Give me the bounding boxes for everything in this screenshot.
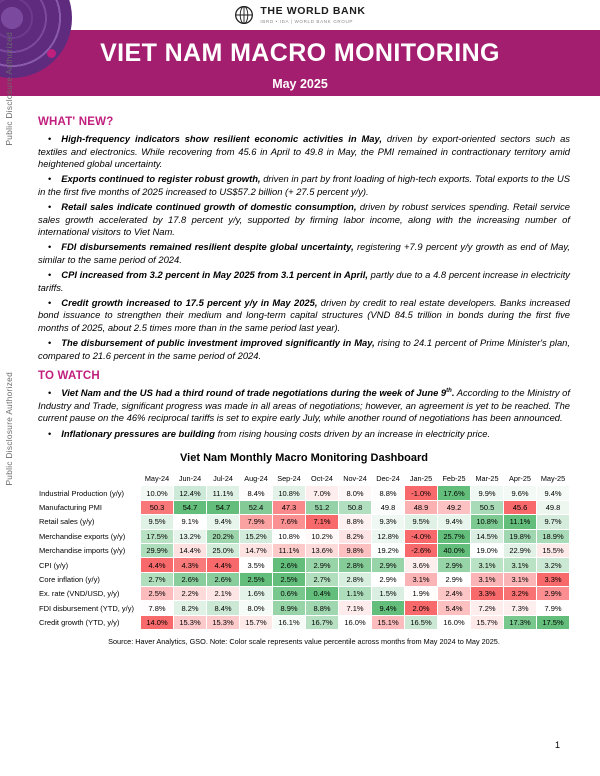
bullet-lead: CPI increased from 3.2 percent in May 2025 from 3.1 percent in April, xyxy=(61,268,368,280)
bullet-glyph: • xyxy=(48,200,52,212)
value-cell: 9.4% xyxy=(438,515,471,529)
value-cell: 15.7% xyxy=(240,615,273,629)
value-cell: 16.1% xyxy=(273,615,306,629)
bullet-glyph: • xyxy=(48,336,52,348)
bullet-item xyxy=(38,387,570,425)
value-cell: 49.8 xyxy=(372,500,405,514)
value-cell: 3.1% xyxy=(471,558,504,572)
value-cell: 3.5% xyxy=(240,558,273,572)
bullet-lead: Viet Nam and the US had a third round of trade negotiations during the week of June 9 xyxy=(61,387,447,399)
value-cell: 8.8% xyxy=(372,486,405,500)
value-cell: 2.7% xyxy=(141,572,174,586)
month-column-header: Mar-25 xyxy=(471,472,504,486)
indicator-row xyxy=(39,543,570,557)
value-cell: 9.9% xyxy=(471,486,504,500)
value-cell: 12.8% xyxy=(372,529,405,543)
value-cell: -4.0% xyxy=(405,529,438,543)
value-cell: 7.8% xyxy=(141,601,174,615)
value-cell: 2.6% xyxy=(273,558,306,572)
value-cell: 10.0% xyxy=(141,486,174,500)
value-cell: 17.6% xyxy=(438,486,471,500)
bullet-item xyxy=(38,337,570,362)
value-cell: 14.7% xyxy=(240,543,273,557)
indicator-row xyxy=(39,572,570,586)
value-cell: 2.9% xyxy=(372,558,405,572)
month-column-header: May-25 xyxy=(537,472,570,486)
indicator-label: Industrial Production (y/y) xyxy=(39,486,141,500)
value-cell: 29.9% xyxy=(141,543,174,557)
value-cell: 16.0% xyxy=(339,615,372,629)
value-cell: 50.8 xyxy=(339,500,372,514)
bullet-text: rising to 24.1 percent of Prime Minister's plan, compared to 21.6 percent in the same period of 2024. xyxy=(38,336,570,361)
month-column-header: Dec-24 xyxy=(372,472,405,486)
value-cell: 18.9% xyxy=(537,529,570,543)
value-cell: 25.7% xyxy=(438,529,471,543)
value-cell: 15.1% xyxy=(372,615,405,629)
value-cell: 2.0% xyxy=(405,601,438,615)
title-band xyxy=(0,30,600,96)
value-cell: 49.2 xyxy=(438,500,471,514)
value-cell: 5.4% xyxy=(438,601,471,615)
value-cell: 15.5% xyxy=(537,543,570,557)
value-cell: 4.3% xyxy=(174,558,207,572)
bullet-item xyxy=(38,173,570,198)
value-cell: 9.7% xyxy=(537,515,570,529)
logo-strip xyxy=(0,0,600,30)
value-cell: 2.2% xyxy=(174,587,207,601)
whats-new-heading: WHAT' NEW? xyxy=(38,116,114,128)
superscript: th xyxy=(446,388,452,395)
report-body xyxy=(0,96,600,646)
corner-cell xyxy=(39,472,141,486)
bullet-lead: Inflationary pressures are building xyxy=(61,427,215,439)
value-cell: 2.9% xyxy=(438,558,471,572)
value-cell: 2.8% xyxy=(339,572,372,586)
value-cell: 17.5% xyxy=(141,529,174,543)
indicator-row xyxy=(39,529,570,543)
value-cell: 19.8% xyxy=(504,529,537,543)
bullet-item xyxy=(38,428,570,441)
report-title: VIET NAM MACRO MONITORING xyxy=(100,39,500,67)
month-column-header: Sep-24 xyxy=(273,472,306,486)
value-cell: 10.2% xyxy=(306,529,339,543)
value-cell: 1.9% xyxy=(405,587,438,601)
indicator-label: CPI (y/y) xyxy=(39,558,141,572)
value-cell: 50.3 xyxy=(141,500,174,514)
value-cell: 16.7% xyxy=(306,615,339,629)
value-cell: 9.8% xyxy=(339,543,372,557)
page-number: 1 xyxy=(554,740,560,750)
value-cell: 17.5% xyxy=(537,615,570,629)
bullet-lead: FDI disbursements remained resilient despite global uncertainty, xyxy=(61,241,354,253)
value-cell: 16.5% xyxy=(405,615,438,629)
value-cell: 54.7 xyxy=(207,500,240,514)
value-cell: 7.3% xyxy=(504,601,537,615)
bullet-text: registering +7.9 percent y/y growth as end of May, similar to the same period of 2024. xyxy=(38,241,570,265)
indicator-label: FDI disbursement (YTD, y/y) xyxy=(39,601,141,615)
bullet-text: driven by export-oriented sectors such as textiles and electronics. While recovering from 45.6 in April to 49.8 in May, the PMI remained in contractionary territory amid heightened global uncertainty. xyxy=(38,133,570,170)
bullet-lead: High-frequency indicators show resilient economic activities in May, xyxy=(61,133,382,144)
value-cell: 45.6 xyxy=(504,500,537,514)
bullet-item xyxy=(38,297,570,335)
indicator-label: Retail sales (y/y) xyxy=(39,515,141,529)
indicator-row xyxy=(39,615,570,629)
bullet-glyph: • xyxy=(48,268,52,280)
value-cell: 3.1% xyxy=(405,572,438,586)
value-cell: 2.9% xyxy=(306,558,339,572)
value-cell: 14.5% xyxy=(471,529,504,543)
bullet-lead: Credit growth increased to 17.5 percent y/y in May 2025, xyxy=(61,296,318,308)
value-cell: 3.6% xyxy=(405,558,438,572)
month-column-header: Oct-24 xyxy=(306,472,339,486)
month-column-header: Feb-25 xyxy=(438,472,471,486)
value-cell: 19.2% xyxy=(372,543,405,557)
bullet-text: from rising housing costs driven by an increase in electricity price. xyxy=(214,427,491,439)
value-cell: 11.1% xyxy=(273,543,306,557)
value-cell: 9.4% xyxy=(537,486,570,500)
value-cell: 7.6% xyxy=(273,515,306,529)
value-cell: 1.6% xyxy=(240,587,273,601)
value-cell: 11.1% xyxy=(207,486,240,500)
table-header-row xyxy=(39,472,570,486)
report-date: May 2025 xyxy=(272,77,328,91)
bullet-lead: . xyxy=(451,387,455,399)
value-cell: 16.0% xyxy=(438,615,471,629)
bullet-glyph: • xyxy=(48,241,52,253)
value-cell: -2.6% xyxy=(405,543,438,557)
value-cell: 47.3 xyxy=(273,500,306,514)
indicator-row xyxy=(39,486,570,500)
value-cell: 8.8% xyxy=(306,601,339,615)
value-cell: 8.2% xyxy=(174,601,207,615)
value-cell: 9.3% xyxy=(372,515,405,529)
bullet-lead: Retail sales indicate continued growth of domestic consumption, xyxy=(61,200,357,212)
source-note: Source: Haver Analytics, GSO. Note: Color scale represents value percentile across months from May 2024 to May 2025. xyxy=(108,637,500,647)
bullet-text: driven by robust services spending. Retail service sales growth accelerated by 17.8 percent y/y, supported by firming labor income, along with the increasing number of international visitors to Viet Nam. xyxy=(38,200,570,238)
value-cell: 19.0% xyxy=(471,543,504,557)
value-cell: -1.0% xyxy=(405,486,438,500)
value-cell: 2.7% xyxy=(306,572,339,586)
to-watch-bullet-list xyxy=(38,387,570,440)
bullet-item xyxy=(38,201,570,239)
globe-icon xyxy=(234,5,254,25)
value-cell: 8.4% xyxy=(240,486,273,500)
value-cell: 0.4% xyxy=(306,587,339,601)
value-cell: 3.1% xyxy=(504,572,537,586)
indicator-row xyxy=(39,601,570,615)
value-cell: 8.8% xyxy=(339,515,372,529)
month-column-header: Jul-24 xyxy=(207,472,240,486)
value-cell: 1.1% xyxy=(339,587,372,601)
indicator-row xyxy=(39,515,570,529)
value-cell: 7.1% xyxy=(339,601,372,615)
indicator-label: Merchandise exports (y/y) xyxy=(39,529,141,543)
month-column-header: Apr-25 xyxy=(504,472,537,486)
value-cell: 2.4% xyxy=(438,587,471,601)
bullet-glyph: • xyxy=(48,427,52,439)
value-cell: 1.5% xyxy=(372,587,405,601)
value-cell: 8.4% xyxy=(207,601,240,615)
value-cell: 15.7% xyxy=(471,615,504,629)
value-cell: 8.2% xyxy=(339,529,372,543)
indicator-label: Merchandise imports (y/y) xyxy=(39,543,141,557)
logo-subtitle: IBRD • IDA | WORLD BANK GROUP xyxy=(260,18,354,24)
value-cell: 7.0% xyxy=(306,486,339,500)
value-cell: 20.2% xyxy=(207,529,240,543)
value-cell: 13.6% xyxy=(306,543,339,557)
value-cell: 3.2% xyxy=(504,587,537,601)
value-cell: 7.2% xyxy=(471,601,504,615)
logo-title: THE WORLD BANK xyxy=(260,5,366,18)
value-cell: 4.4% xyxy=(141,558,174,572)
value-cell: 9.5% xyxy=(405,515,438,529)
value-cell: 48.9 xyxy=(405,500,438,514)
value-cell: 8.0% xyxy=(240,601,273,615)
value-cell: 8.0% xyxy=(339,486,372,500)
value-cell: 10.8% xyxy=(471,515,504,529)
bullet-lead: Exports continued to register robust growth, xyxy=(61,173,261,185)
value-cell: 14.0% xyxy=(141,615,174,629)
bullet-item xyxy=(38,269,570,294)
value-cell: 9.4% xyxy=(372,601,405,615)
public-disclosure-text-middle: Public Disclosure Authorized xyxy=(4,372,14,486)
value-cell: 2.5% xyxy=(273,572,306,586)
value-cell: 50.5 xyxy=(471,500,504,514)
bullet-glyph: • xyxy=(48,133,52,144)
bullet-text: According to the Ministry of Industry and Trade, significant progress was made in all areas of negotiations; however, an agreement is yet to be reached. The current pause on the 46% reciprocal tariffs is set to expire early July, while another round of negotiations has been announced. xyxy=(38,387,570,424)
value-cell: 7.1% xyxy=(306,515,339,529)
bullet-lead: The disbursement of public investment improved significantly in May, xyxy=(61,336,375,348)
value-cell: 2.1% xyxy=(207,587,240,601)
value-cell: 2.8% xyxy=(339,558,372,572)
month-column-header: May-24 xyxy=(141,472,174,486)
value-cell: 3.1% xyxy=(471,572,504,586)
value-cell: 10.8% xyxy=(273,486,306,500)
bullet-text: driven by credit to real estate developers. Banks increased bond issuance to strengthen their medium and long-term capital structures (VND 84.5 trillion in bonds during the first five months of 2025, about 2.5 times more than in the same period last year). xyxy=(38,296,570,333)
value-cell: 9.4% xyxy=(207,515,240,529)
value-cell: 10.8% xyxy=(273,529,306,543)
value-cell: 2.6% xyxy=(207,572,240,586)
value-cell: 2.9% xyxy=(438,572,471,586)
value-cell: 3.1% xyxy=(504,558,537,572)
value-cell: 9.5% xyxy=(141,515,174,529)
indicator-row xyxy=(39,500,570,514)
value-cell: 3.2% xyxy=(537,558,570,572)
whats-new-bullet-list xyxy=(38,133,570,362)
value-cell: 3.3% xyxy=(471,587,504,601)
bullet-glyph: • xyxy=(48,173,52,185)
value-cell: 17.3% xyxy=(504,615,537,629)
dashboard-title: Viet Nam Monthly Macro Monitoring Dashboard xyxy=(180,452,428,465)
value-cell: 2.6% xyxy=(174,572,207,586)
value-cell: 7.9% xyxy=(240,515,273,529)
value-cell: 7.9% xyxy=(537,601,570,615)
value-cell: 40.0% xyxy=(438,543,471,557)
value-cell: 0.6% xyxy=(273,587,306,601)
value-cell: 15.3% xyxy=(207,615,240,629)
value-cell: 8.9% xyxy=(273,601,306,615)
value-cell: 51.2 xyxy=(306,500,339,514)
value-cell: 14.4% xyxy=(174,543,207,557)
bullet-text: partly due to a 4.8 percent increase in electricity tariffs. xyxy=(38,268,570,293)
indicator-label: Credit growth (YTD, y/y) xyxy=(39,615,141,629)
value-cell: 25.0% xyxy=(207,543,240,557)
indicator-label: Ex. rate (VND/USD, y/y) xyxy=(39,587,141,601)
bullet-glyph: • xyxy=(48,296,52,308)
value-cell: 2.9% xyxy=(537,587,570,601)
indicator-row xyxy=(39,558,570,572)
value-cell: 2.9% xyxy=(372,572,405,586)
macro-dashboard-table xyxy=(38,471,570,630)
value-cell: 52.4 xyxy=(240,500,273,514)
value-cell: 15.3% xyxy=(174,615,207,629)
value-cell: 12.4% xyxy=(174,486,207,500)
value-cell: 3.3% xyxy=(537,572,570,586)
value-cell: 2.5% xyxy=(141,587,174,601)
value-cell: 4.4% xyxy=(207,558,240,572)
world-bank-logo xyxy=(234,5,365,25)
month-column-header: Nov-24 xyxy=(339,472,372,486)
public-disclosure-text-top: Public Disclosure Authorized xyxy=(4,32,14,146)
value-cell: 54.7 xyxy=(174,500,207,514)
value-cell: 9.1% xyxy=(174,515,207,529)
value-cell: 22.9% xyxy=(504,543,537,557)
bullet-item xyxy=(38,133,570,171)
indicator-label: Core inflation (y/y) xyxy=(39,572,141,586)
value-cell: 11.1% xyxy=(504,515,537,529)
month-column-header: Aug-24 xyxy=(240,472,273,486)
to-watch-heading: TO WATCH xyxy=(38,370,100,383)
bullet-text: driven in part by front loading of high-tech exports. Total exports to the US in the first five months of 2025 increased to US$57.2 billion (+ 27.5 percent y/y). xyxy=(38,173,570,197)
indicator-label: Manufacturing PMI xyxy=(39,500,141,514)
value-cell: 13.2% xyxy=(174,529,207,543)
value-cell: 2.5% xyxy=(240,572,273,586)
bullet-item xyxy=(38,241,570,266)
value-cell: 15.2% xyxy=(240,529,273,543)
value-cell: 9.6% xyxy=(504,486,537,500)
month-column-header: Jun-24 xyxy=(174,472,207,486)
month-column-header: Jan-25 xyxy=(405,472,438,486)
indicator-row xyxy=(39,587,570,601)
bullet-glyph: • xyxy=(48,387,52,399)
value-cell: 49.8 xyxy=(537,500,570,514)
